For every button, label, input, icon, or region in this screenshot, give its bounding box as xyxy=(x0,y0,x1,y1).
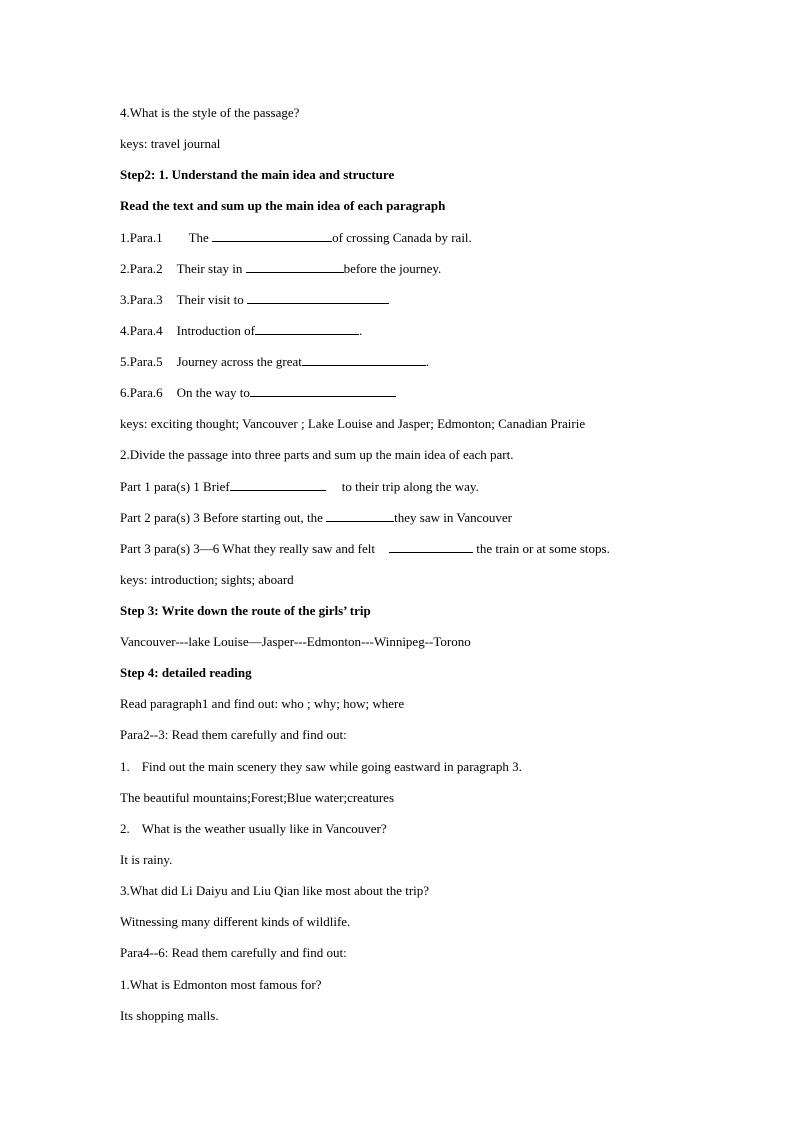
divide-task: 2.Divide the passage into three parts and sum up the main idea of each part. xyxy=(120,447,514,462)
para-1-item: 1.Para.1 The of crossing Canada by rail. xyxy=(120,230,472,245)
para-5-item: 5.Para.5 Journey across the great . xyxy=(120,354,430,369)
para-label: 6.Para.6 xyxy=(120,385,163,400)
question-favorite: 3.What did Li Daiyu and Liu Qian like most about the trip? xyxy=(120,883,430,898)
step3-heading: Step 3: Write down the route of the girls’ trip xyxy=(120,603,371,618)
step4-heading: Step 4: detailed reading xyxy=(120,665,252,680)
answer-blank xyxy=(212,229,332,242)
key-style: keys: travel journal xyxy=(120,136,221,151)
route-text: Vancouver---lake Louise—Jasper---Edmonton---Winnipeg--Torono xyxy=(120,634,471,649)
answer-weather: It is rainy. xyxy=(120,852,173,867)
para23-task: Para2--3: Read them carefully and find out: xyxy=(120,727,347,742)
answer-blank xyxy=(246,260,344,273)
para-label: 4.Para.4 xyxy=(120,323,163,338)
para-2-item: 2.Para.2 Their stay in before the journey. xyxy=(120,261,442,276)
para-label: 1.Para.1 xyxy=(120,230,163,245)
question-scenery: 1. Find out the main scenery they saw while going eastward in paragraph 3. xyxy=(120,759,522,774)
answer-scenery: The beautiful mountains;Forest;Blue water;creatures xyxy=(120,790,394,805)
para1-task: Read paragraph1 and find out: who ; why; how; where xyxy=(120,696,405,711)
answer-blank xyxy=(247,291,389,304)
answer-favorite: Witnessing many different kinds of wildlife. xyxy=(120,914,351,929)
para-6-item: 6.Para.6 On the way to xyxy=(120,384,396,401)
answer-blank xyxy=(389,540,473,553)
para-label: 5.Para.5 xyxy=(120,354,163,369)
para-4-item: 4.Para.4 Introduction of . xyxy=(120,323,363,338)
step2-subheading: Read the text and sum up the main idea of each paragraph xyxy=(120,198,446,213)
answer-blank xyxy=(250,384,396,397)
para-label: 2.Para.2 xyxy=(120,261,163,276)
question-weather: 2. What is the weather usually like in Vancouver? xyxy=(120,821,387,836)
answer-blank xyxy=(230,478,326,491)
key-parts: keys: introduction; sights; aboard xyxy=(120,572,294,587)
step2-heading: Step2: 1. Understand the main idea and structure xyxy=(120,167,395,182)
answer-blank xyxy=(302,353,426,366)
key-paras: keys: exciting thought; Vancouver ; Lake Louise and Jasper; Edmonton; Canadian Prairie xyxy=(120,416,586,431)
para46-task: Para4--6: Read them carefully and find out: xyxy=(120,945,347,960)
part-3-item: Part 3 para(s) 3—6 What they really saw and felt the train or at some stops. xyxy=(120,541,610,556)
answer-blank xyxy=(326,509,394,522)
question-edmonton: 1.What is Edmonton most famous for? xyxy=(120,977,322,992)
para-3-item: 3.Para.3 Their visit to xyxy=(120,291,389,308)
answer-blank xyxy=(255,322,359,335)
question-style: 4.What is the style of the passage? xyxy=(120,105,300,120)
para-label: 3.Para.3 xyxy=(120,292,163,307)
part-2-item: Part 2 para(s) 3 Before starting out, the they saw in Vancouver xyxy=(120,510,512,525)
answer-edmonton: Its shopping malls. xyxy=(120,1008,219,1023)
part-1-item: Part 1 para(s) 1 Brief to their trip along the way. xyxy=(120,479,479,494)
